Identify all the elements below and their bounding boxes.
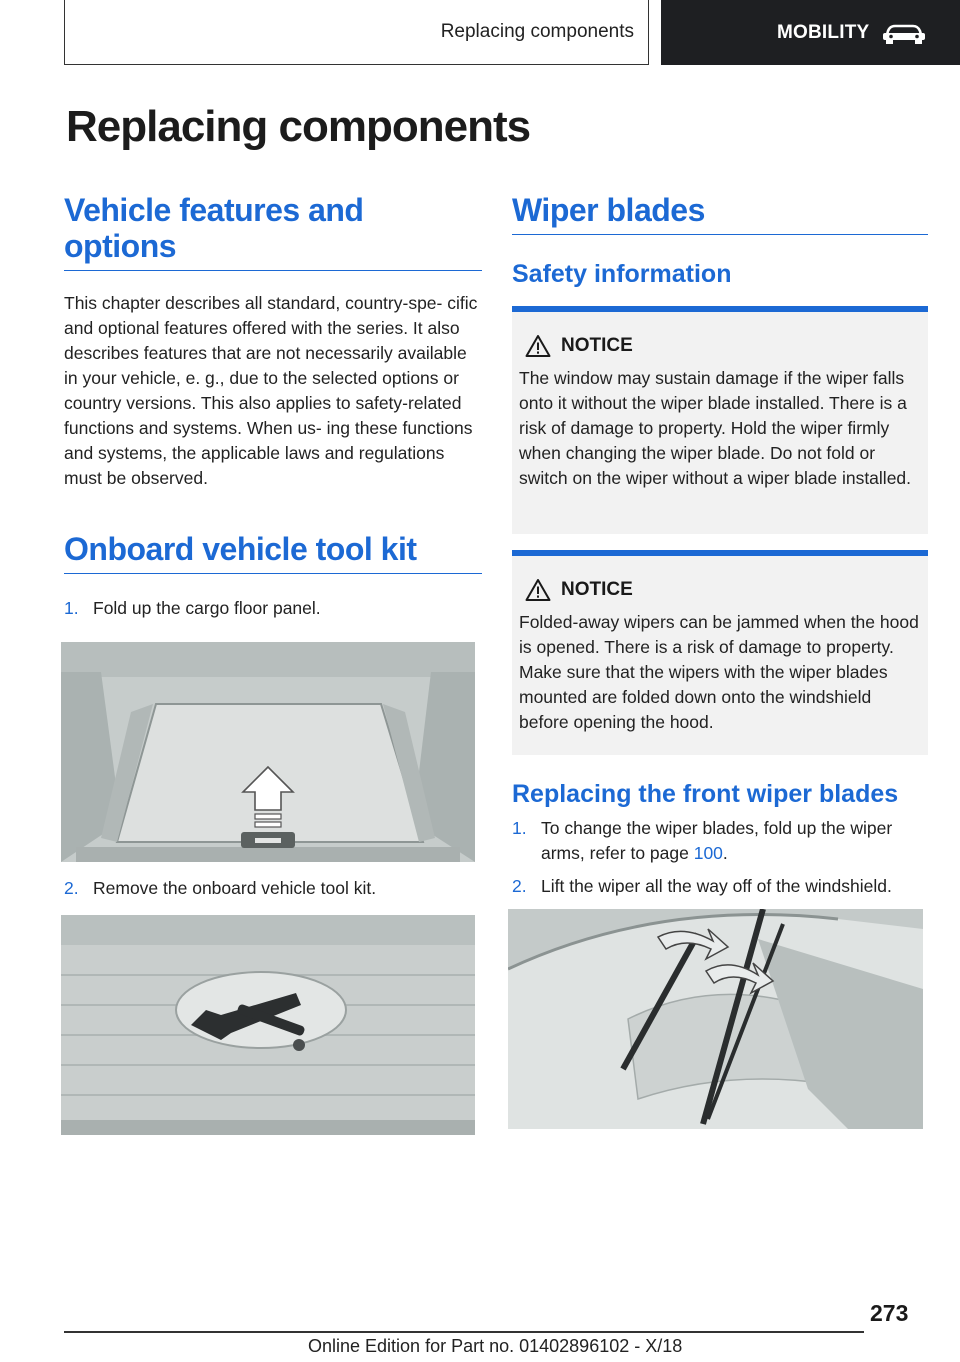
notice-box bbox=[512, 550, 928, 755]
notice-text: The window may sustain damage if the wiper falls onto it without the wiper blade installed. There is a risk of damage to property. Hold the wiper firmly when changing the wiper blade. Do not fold or switch on the wiper without a wiper blade installed. bbox=[519, 368, 912, 488]
heading-wiper-blades: Wiper blades bbox=[512, 192, 928, 235]
heading-safety-information: Safety information bbox=[512, 260, 732, 288]
step-number: 1. bbox=[64, 598, 79, 618]
step-text: Lift the wiper all the way off of the windshield. bbox=[541, 876, 892, 896]
features-paragraph: This chapter describes all standard, country-spe‐ cific and optional features offered with the series. It also describes features that are not necessarily available in your vehicle, e. g., due to the selected options or country versions. This also applies to safety-related functions and systems. When us‐ ing these functions and systems, the applicable laws and regulations must be observed. bbox=[64, 293, 478, 488]
notice-label: NOTICE bbox=[561, 335, 633, 356]
list-item bbox=[64, 876, 480, 901]
page-title: Replacing components bbox=[66, 102, 531, 151]
left-column-step2 bbox=[64, 876, 480, 901]
car-icon bbox=[881, 21, 927, 45]
notice-box bbox=[512, 306, 928, 534]
heading-replace-front-wipers: Replacing the front wiper blades bbox=[512, 780, 899, 808]
left-column bbox=[64, 192, 480, 621]
step-text: Remove the onboard vehicle tool kit. bbox=[93, 878, 377, 898]
list-item bbox=[512, 874, 928, 899]
header-chapter-tab bbox=[661, 0, 960, 65]
page-number: 273 bbox=[870, 1300, 909, 1326]
edition-text: Online Edition for Part no. 01402896102 - X/18 bbox=[308, 1336, 683, 1356]
notice-header bbox=[519, 334, 920, 358]
cargo-floor-image bbox=[61, 642, 475, 862]
notice-header bbox=[519, 578, 920, 602]
notice-text: Folded-away wipers can be jammed when the hood is opened. There is a risk of damage to property. Make sure that the wipers with the wiper blades mounted are folded down onto the windshield before opening the hood. bbox=[519, 612, 919, 732]
footer-divider bbox=[64, 1331, 864, 1333]
list-item bbox=[512, 816, 928, 866]
page-link[interactable]: 100 bbox=[693, 843, 723, 863]
heading-tool-kit: Onboard vehicle tool kit bbox=[64, 531, 482, 574]
step-text: Fold up the cargo floor panel. bbox=[93, 598, 321, 618]
warning-icon bbox=[525, 578, 551, 602]
notice-label: NOTICE bbox=[561, 579, 633, 600]
wiper-image bbox=[508, 909, 923, 1129]
header-section-tab bbox=[64, 0, 649, 65]
header-chapter-title: MOBILITY bbox=[777, 21, 870, 43]
step-number: 2. bbox=[64, 878, 79, 898]
step-number: 2. bbox=[512, 876, 527, 896]
header-section-title: Replacing components bbox=[440, 21, 634, 42]
warning-icon bbox=[525, 334, 551, 358]
tool-kit-image bbox=[61, 915, 475, 1135]
right-column bbox=[512, 192, 928, 899]
step-number: 1. bbox=[512, 818, 527, 838]
step-text: To change the wiper blades, fold up the wiper arms, refer to page 100. bbox=[541, 818, 893, 863]
heading-vehicle-features: Vehicle features and options bbox=[64, 192, 482, 271]
list-item bbox=[64, 596, 480, 621]
